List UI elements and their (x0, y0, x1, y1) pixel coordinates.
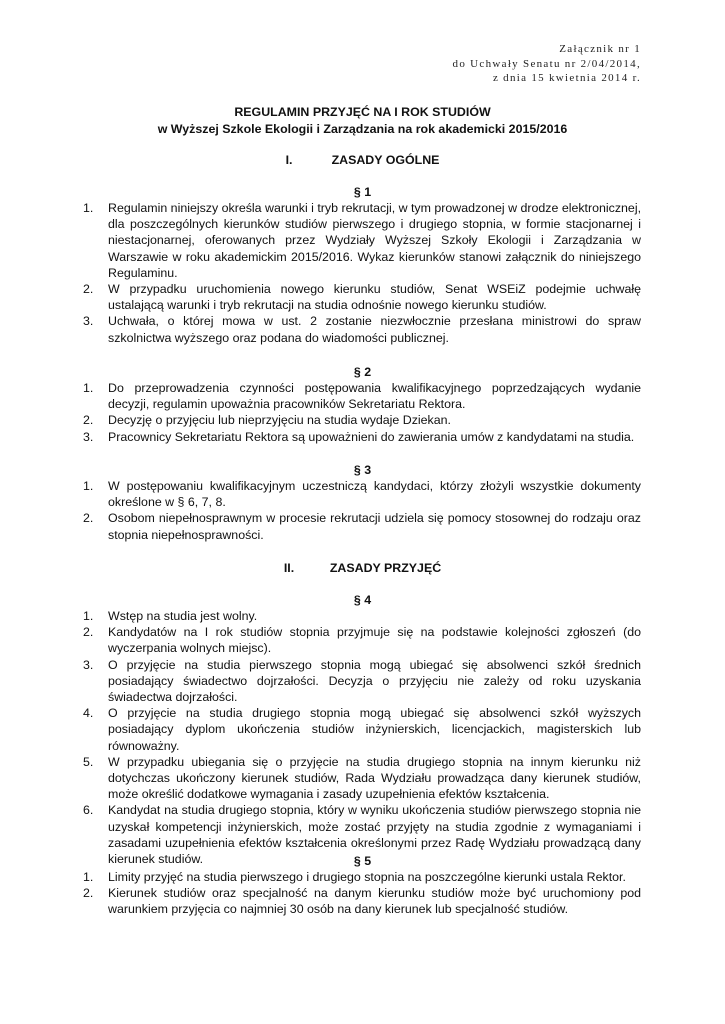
item-text: Decyzję o przyjęciu lub nieprzyjęciu na studia wydaje Dziekan. (108, 413, 451, 428)
item-text: Do przeprowadzenia czynności postępowania kwalifikacyjnego poprzedzających wydanie decyzji, regulamin upoważnia pracowników Sekretariatu Rektora. (108, 381, 641, 412)
item-number: 1. (83, 479, 94, 493)
section-heading-2 (0, 560, 725, 576)
annex-line-3: z dnia 15 kwietnia 2014 r. (492, 72, 641, 84)
paragraph-4-list (83, 608, 641, 867)
item-number: 2. (83, 282, 94, 297)
document-title (0, 104, 725, 137)
list-item (83, 705, 641, 754)
paragraph-label-2: § 2 (353, 365, 372, 379)
item-text: Regulamin niniejszy określa warunki i tryb rekrutacji, w tym prowadzonej w drodze elektronicznej, dla poszczególnych kierunków studiów pierwszego i drugiego stopnia, w formie stacjonarnej i niestacjonarnej, oferowanych przez Wydziały Wyższej Szkoły Ekologii i Zarządzania w Warszawie w roku akademickim 2015/2016. Wykaz kierunków stanowi załącznik do niniejszego Regulaminu. (108, 201, 642, 280)
paragraph-2-list (83, 380, 641, 445)
item-number: 3. (83, 429, 94, 444)
annex-line-2: do Uchwały Senatu nr 2/04/2014, (452, 57, 641, 70)
item-text: O przyjęcie na studia drugiego stopnia mogą ubiegać się absolwenci szkół wyższych posiadający dyplom ukończenia studiów inżynierskich, licencjackich, magisterskich lub równoważny. (108, 706, 641, 753)
list-item (83, 608, 641, 624)
list-item (83, 313, 641, 345)
list-item (83, 281, 641, 313)
section-title: ZASADY PRZYJĘĆ (329, 561, 442, 575)
list-item (83, 885, 641, 917)
title-line-1: REGULAMIN PRZYJĘĆ NA I ROK STUDIÓW (234, 105, 491, 119)
item-text: Limity przyjęć na studia pierwszego i drugiego stopnia na poszczególne kierunki ustala Rektor. (108, 870, 626, 884)
item-text: Kierunek studiów oraz specjalność na danym kierunku studiów może być uruchomiony pod warunkiem przyjęcia co najmniej 30 osób na dany kierunek lub specjalność studiów. (108, 886, 641, 917)
paragraph-3-list (83, 478, 641, 543)
paragraph-5-list (83, 869, 641, 918)
item-text: Osobom niepełnosprawnym w procesie rekrutacji udziela się pomocy stosownej do rodzaju oraz stopnia niepełnosprawności. (108, 511, 641, 542)
item-number: 1. (83, 201, 94, 215)
list-item (83, 510, 641, 542)
title-line-2: w Wyższej Szkole Ekologii i Zarządzania na rok akademicki 2015/2016 (157, 121, 568, 136)
item-text: Kandydat na studia drugiego stopnia, który w wyniku ukończenia studiów pierwszego stopnia nie uzyskał kompetencji inżynierskich, może zostać przyjęty na studia zgodnie z wymaganiami i zasadami uzupełnienia efektów kształcenia określonymi przez Radę Wydziału prowadzącą dany kierunek studiów. (108, 803, 641, 867)
annex-reference (453, 42, 641, 86)
item-number: 2. (83, 413, 94, 428)
paragraph-label-5: § 5 (353, 854, 372, 868)
list-item (83, 624, 641, 656)
list-item (83, 380, 641, 412)
list-item (83, 657, 641, 706)
item-number: 4. (83, 706, 94, 721)
paragraph-label-3: § 3 (353, 463, 372, 477)
list-item (83, 429, 641, 445)
item-text: Wstęp na studia jest wolny. (108, 609, 258, 623)
item-number: 1. (83, 870, 94, 884)
item-number: 1. (83, 609, 94, 623)
section-number: II. (283, 561, 295, 575)
section-title: ZASADY OGÓLNE (331, 153, 440, 167)
item-text: O przyjęcie na studia pierwszego stopnia mogą ubiegać się absolwenci szkół średnich posiadający świadectwo dojrzałości. Decyzja o przyjęciu nie zależy od roku uzyskania świadectwa dojrzałości. (108, 657, 641, 705)
item-number: 2. (83, 511, 94, 526)
annex-line-1: Załącznik nr 1 (559, 43, 641, 55)
item-number: 2. (83, 886, 94, 901)
item-text: W postępowaniu kwalifikacyjnym uczestniczą kandydaci, którzy złożyli wszystkie dokumenty określone w § 6, 7, 8. (108, 479, 641, 510)
item-number: 3. (83, 314, 94, 329)
item-number: 6. (83, 803, 94, 818)
section-heading-1 (0, 152, 725, 168)
paragraph-label-4: § 4 (353, 593, 372, 607)
item-number: 3. (83, 657, 94, 672)
list-item (83, 478, 641, 510)
item-number: 5. (83, 754, 94, 769)
list-item (83, 754, 641, 803)
item-number: 1. (83, 381, 94, 395)
section-number: I. (285, 153, 293, 167)
item-text: W przypadku uruchomienia nowego kierunku studiów, Senat WSEiZ podejmie uchwałę ustalającą warunki i tryb rekrutacji na studia odnośnie nowego kierunku studiów. (108, 282, 641, 313)
paragraph-label-1: § 1 (353, 185, 372, 199)
paragraph-1-list (83, 200, 641, 346)
item-number: 2. (83, 625, 94, 640)
item-text: Pracownicy Sekretariatu Rektora są upoważnieni do zawierania umów z kandydatami na studia. (108, 429, 635, 444)
item-text: Uchwała, o której mowa w ust. 2 zostanie niezwłocznie przesłana ministrowi do spraw szkolnictwa wyższego oraz podana do wiadomości publicznej. (108, 314, 641, 345)
list-item (83, 200, 641, 281)
list-item (83, 412, 641, 428)
list-item (83, 869, 641, 885)
item-text: Kandydatów na I rok studiów stopnia przyjmuje się na podstawie kolejności zgłoszeń (do wyczerpania wolnych miejsc). (108, 625, 641, 656)
item-text: W przypadku ubiegania się o przyjęcie na studia drugiego stopnia na innym kierunku niż dotychczas ukończony kierunek studiów, Rada Wydziału prowadząca dany kierunek studiów, może określić dodatkowe wymagania i zasady uzupełnienia efektów kształcenia. (108, 754, 641, 802)
